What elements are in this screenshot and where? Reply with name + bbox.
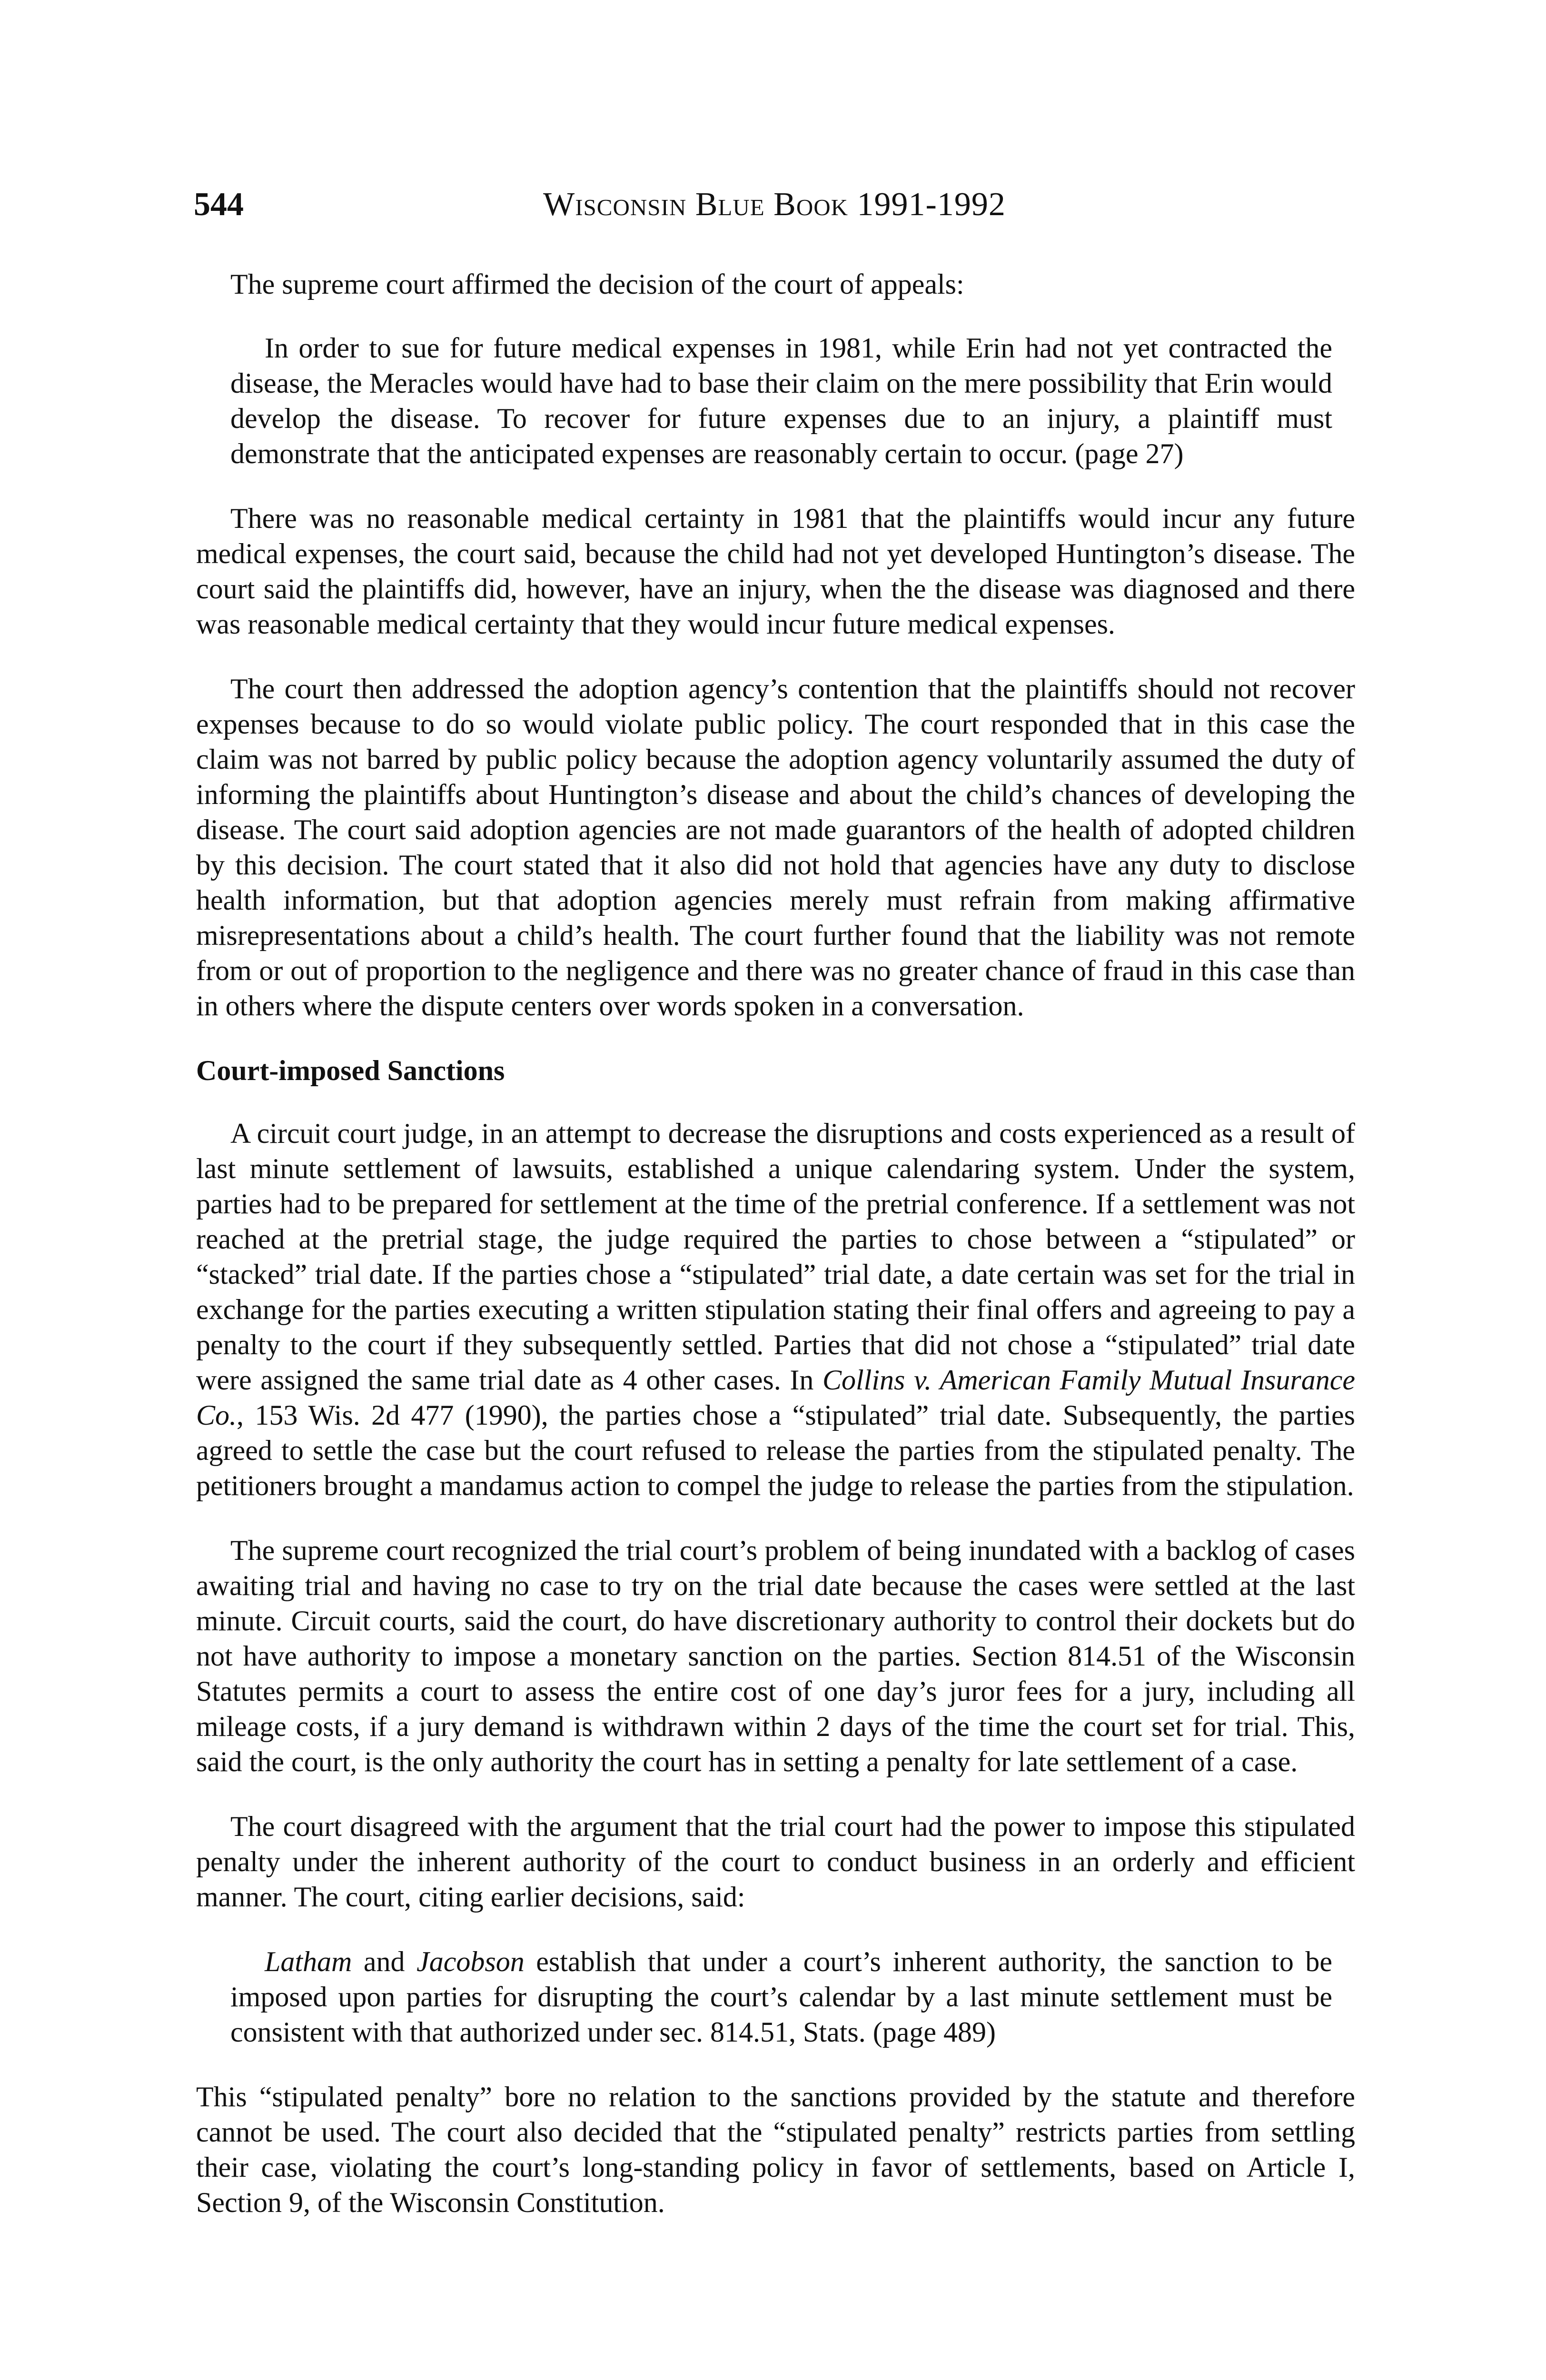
case-name-jacobson: Jacobson <box>416 1946 525 1977</box>
main-content <box>196 267 1355 2250</box>
block-quote-2 <box>230 1944 1332 2050</box>
block-quote-2-text <box>230 1944 1332 2050</box>
case-citation: Collins v. American Family Mutual Insurance Co. <box>196 1364 1356 1431</box>
intro-paragraph: The supreme court affirmed the decision of the court of appeals: <box>230 268 964 300</box>
paragraph-calendaring-system <box>196 1116 1355 1503</box>
quote-conjunction: and <box>352 1946 417 1977</box>
calendaring-text-a: A circuit court judge, in an attempt to decrease the disruptions and costs experienced as a result of last minute settlement of lawsuits, established a unique calendaring system. Under the system, parties had to be prepared for settlement at the time of the pretrial conference. If a settlement was not reached at the pretrial stage, the judge required the parties to chose between a “stipulated” or “stacked” trial date. If the parties chose a “stipulated” trial date, a date certain was set for the trial in exchange for the parties executing a written stipulation stating their final offers and agreeing to pay a penalty to the court if they subsequently settled. Parties that did not chose a “stipulated” trial date were assigned the same trial date as 4 other cases. In <box>196 1118 1355 1396</box>
paragraph-medical-certainty: There was no reasonable medical certainty in 1981 that the plaintiffs would incur any future medical expenses, the court said, because the child had not yet developed Huntington’s disease. The court said the plaintiffs did, however, have an injury, when the the disease was diagnosed and there was reasonable medical certainty that they would incur future medical expenses. <box>196 503 1355 640</box>
case-name-latham: Latham <box>265 1946 352 1977</box>
paragraph-discretionary-authority: The supreme court recognized the trial court’s problem of being inundated with a backlog of cases awaiting trial and having no case to try on the trial date because the cases were settled at the last minute. Circuit courts, said the court, do have discretionary authority to control their dockets but do not have authority to impose a monetary sanction on the parties. Section 814.51 of the Wisconsin Statutes permits a court to assess the entire cost of one day’s juror fees for a jury, including all mileage costs, if a jury demand is withdrawn within 2 days of the time the court set for trial. This, said the court, is the only authority the court has in setting a penalty for late settlement of a case. <box>196 1535 1355 1777</box>
quote-remainder: establish that under a court’s inherent authority, the sanction to be imposed upon parties for disrupting the court’s calendar by a last minute settlement must be consistent with that authorized under sec. 814.51, Stats. (page 489) <box>230 1946 1332 2048</box>
calendaring-text-b: , 153 Wis. 2d 477 (1990), the parties chose a “stipulated” trial date. Subsequently, the parties agreed to settle the case but the court refused to release the parties from the stipulated penalty. The petitioners brought a mandamus action to compel the judge to release the parties from the stipulation. <box>196 1399 1355 1501</box>
paragraph-public-policy: The court then addressed the adoption agency’s contention that the plaintiffs should not recover expenses because to do so would violate public policy. The court responded that in this case the claim was not barred by public policy because the adoption agency voluntarily assumed the duty of informing the plaintiffs about Huntington’s disease and about the child’s chances of developing the disease. The court said adoption agencies are not made guarantors of the health of adopted children by this decision. The court stated that it also did not hold that agencies have any duty to disclose health information, but that adoption agencies merely must refrain from making affirmative misrepresentations about a child’s health. The court further found that the liability was not remote from or out of proportion to the negligence and there was no greater chance of fraud in this case than in others where the dispute centers over words spoken in a conversation. <box>196 673 1355 1021</box>
paragraph-inherent-authority: The court disagreed with the argument that the trial court had the power to impose this stipulated penalty under the inherent authority of the court to conduct business in an orderly and efficient manner. The court, citing earlier decisions, said: <box>196 1811 1355 1913</box>
paragraph-conclusion: This “stipulated penalty” bore no relation to the sanctions provided by the statute and therefore cannot be used. The court also decided that the “stipulated penalty” restricts parties from settling their case, violating the court’s long-standing policy in favor of settlements, based on Article I, Section 9, of the Wisconsin Constitution. <box>196 2081 1355 2218</box>
section-heading: Court-imposed Sanctions <box>196 1055 505 1086</box>
block-quote-1-text: In order to sue for future medical expenses in 1981, while Erin had not yet contracted the disease, the Meracles would have had to base their claim on the mere possibility that Erin would develop the disease. To recover for future expenses due to an injury, a plaintiff must demonstrate that the anticipated expenses are reasonably certain to occur. (page 27) <box>230 332 1332 469</box>
block-quote-1 <box>230 330 1332 471</box>
running-head <box>194 183 1355 226</box>
book-title: Wisconsin Blue Book 1991-1992 <box>543 186 1006 223</box>
page-number: 544 <box>194 186 244 223</box>
